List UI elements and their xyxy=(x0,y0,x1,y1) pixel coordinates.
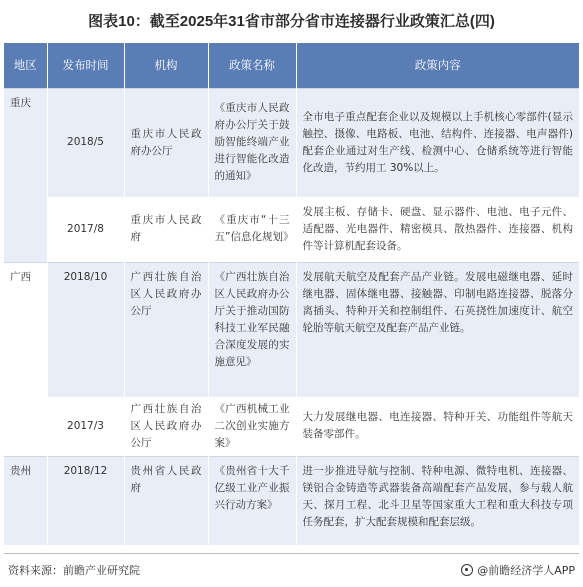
policy-content-cell: 大力发展继电器、电连接器、特种开关、功能组件等航天装备零部件。 xyxy=(296,397,579,457)
policy-content-cell: 发展航天航空及配套产品产业链。发展电磁继电器、延时继电器、固体继电器、接触器、印制电路连接器、脱落分离插头、特种开关和控制组件、石英挠性加速度计、航空轮胎等航天航空及配套产品产业链。 xyxy=(296,263,579,397)
table-row xyxy=(4,263,579,397)
time-cell: 2018/10 xyxy=(47,263,124,397)
brand-text: @前瞻经济学人APP xyxy=(477,564,575,577)
policy-content-cell: 全市电子重点配套企业以及规模以上手机核心零部件(显示触控、摄像、电路板、电池、结构件、连接器、电声器件)配套企业通过对生产线、检测中心、仓储系统等进行智能化改造，节约用工 30%以上。 xyxy=(296,89,579,197)
table-row xyxy=(4,197,579,263)
policy-name-cell: 《重庆市人民政府办公厅关于鼓励智能终端产业进行智能化改造的通知》 xyxy=(208,89,296,197)
org-cell: 贵州省人民政府 xyxy=(124,457,208,545)
header-region: 地区 xyxy=(4,43,47,89)
org-cell: 广西壮族自治区人民政府办公厅 xyxy=(124,397,208,457)
brand-credit xyxy=(461,562,575,578)
footer xyxy=(4,553,579,584)
policy-content-cell: 进一步推进导航与控制、特种电源、微特电机、连接器、镁铝合金铸造等武器装备高端配套产品发展，参与载人航天、探月工程、北斗卫星等国家重大工程和重大科技专项任务配套，扩大配套规模和配套层级。 xyxy=(296,457,579,545)
header-policy-content: 政策内容 xyxy=(296,43,579,89)
policy-name-cell: 《广西机械工业二次创业实施方案》 xyxy=(208,397,296,457)
qianzhan-logo-icon xyxy=(461,564,473,576)
source-note: 资料来源：前瞻产业研究院 xyxy=(8,564,140,577)
policy-name-cell: 《贵州省十大千亿级工业产业振兴行动方案》 xyxy=(208,457,296,545)
policy-content-cell: 发展主板、存储卡、硬盘、显示器件、电池、电子元件、适配器、光电器件、精密模具、散热器件、连接器、机构件等计算机配套设备。 xyxy=(296,197,579,263)
table-row xyxy=(4,89,579,197)
region-cell: 贵州 xyxy=(4,457,47,545)
time-cell: 2017/3 xyxy=(47,397,124,457)
header-policy-name: 政策名称 xyxy=(208,43,296,89)
policy-table xyxy=(4,43,579,545)
org-cell: 广西壮族自治区人民政府办公厅 xyxy=(124,263,208,397)
page-title: 图表10：截至2025年31省市部分省市连接器行业政策汇总(四) xyxy=(88,13,495,30)
region-cell: 广西 xyxy=(4,263,47,457)
org-cell: 重庆市人民政府办公厅 xyxy=(124,89,208,197)
policy-table-wrapper xyxy=(4,43,579,545)
time-cell: 2018/5 xyxy=(47,89,124,197)
policy-name-cell: 《广西壮族自治区人民政府办公厅关于推动国防科技工业军民融合深度发展的实施意见》 xyxy=(208,263,296,397)
time-cell: 2017/8 xyxy=(47,197,124,263)
header-time: 发布时间 xyxy=(47,43,124,89)
header-org: 机构 xyxy=(124,43,208,89)
policy-name-cell: 《重庆市“十三五”信息化规划》 xyxy=(208,197,296,263)
org-cell: 重庆市人民政府 xyxy=(124,197,208,263)
table-header-row xyxy=(4,43,579,89)
table-row xyxy=(4,397,579,457)
time-cell: 2018/12 xyxy=(47,457,124,545)
table-row xyxy=(4,457,579,545)
region-cell: 重庆 xyxy=(4,89,47,263)
